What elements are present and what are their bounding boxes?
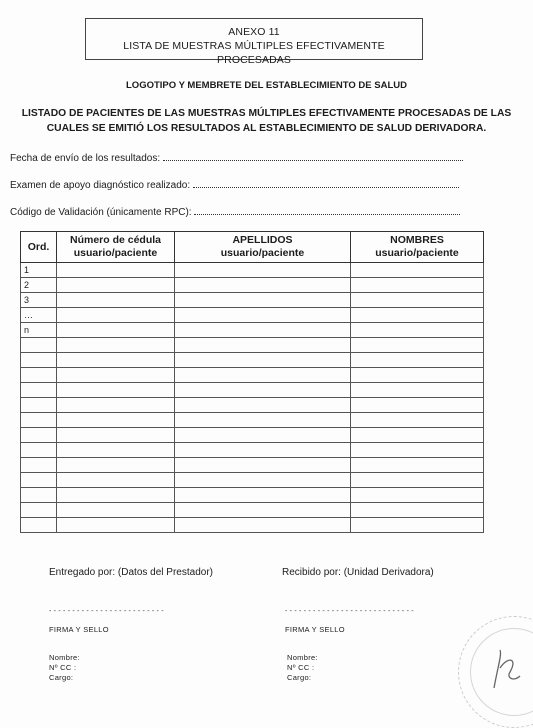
table-row xyxy=(21,413,484,428)
cell-ord xyxy=(21,488,57,503)
field-exam xyxy=(10,179,459,191)
annex-title: LISTA DE MUESTRAS MÚLTIPLES EFECTIVAMENTE PROCESADAS xyxy=(123,40,385,66)
received-by-label: Recibido por: (Unidad Derivadora) xyxy=(282,567,434,578)
cell-nombres[interactable] xyxy=(351,293,484,308)
field-validation-code xyxy=(10,206,460,218)
patients-table xyxy=(20,231,484,533)
cell-apellidos[interactable] xyxy=(175,353,351,368)
cell-cedula[interactable] xyxy=(57,518,175,533)
received-nombre: Nombre: xyxy=(287,653,318,662)
field-results-date-label: Fecha de envío de los resultados: xyxy=(10,153,161,164)
cell-apellidos[interactable] xyxy=(175,323,351,338)
table-row xyxy=(21,353,484,368)
cell-apellidos[interactable] xyxy=(175,368,351,383)
cell-cedula[interactable] xyxy=(57,473,175,488)
cell-apellidos[interactable] xyxy=(175,278,351,293)
cell-ord: 1 xyxy=(21,263,57,278)
table-row xyxy=(21,338,484,353)
cell-nombres[interactable] xyxy=(351,458,484,473)
cell-ord xyxy=(21,383,57,398)
cell-cedula[interactable] xyxy=(57,413,175,428)
document-subtitle xyxy=(20,106,513,136)
cell-ord xyxy=(21,443,57,458)
cell-cedula[interactable] xyxy=(57,383,175,398)
cell-apellidos[interactable] xyxy=(175,428,351,443)
cell-apellidos[interactable] xyxy=(175,338,351,353)
cell-ord xyxy=(21,368,57,383)
table-row xyxy=(21,368,484,383)
received-cargo: Cargo: xyxy=(287,673,312,682)
table-row xyxy=(21,383,484,398)
delivered-nombre: Nombre: xyxy=(49,653,80,662)
table-body xyxy=(21,263,484,533)
cell-nombres[interactable] xyxy=(351,323,484,338)
field-validation-code-label: Código de Validación (únicamente RPC): xyxy=(10,207,192,218)
table-row xyxy=(21,308,484,323)
cell-cedula[interactable] xyxy=(57,263,175,278)
cell-ord: … xyxy=(21,308,57,323)
received-cc: Nº CC : xyxy=(287,663,315,672)
cell-cedula[interactable] xyxy=(57,398,175,413)
subtitle-line-1: LISTADO DE PACIENTES DE LAS MUESTRAS MÚLTIPLES EFECTIVAMENTE PROCESADAS DE LAS xyxy=(21,108,512,119)
cell-nombres[interactable] xyxy=(351,263,484,278)
cell-apellidos[interactable] xyxy=(175,473,351,488)
cell-apellidos[interactable] xyxy=(175,308,351,323)
col-header-apellidos: APELLIDOS usuario/paciente xyxy=(175,232,351,263)
cell-ord xyxy=(21,473,57,488)
table-row xyxy=(21,323,484,338)
cell-ord xyxy=(21,428,57,443)
cell-cedula[interactable] xyxy=(57,323,175,338)
annex-number: ANEXO 11 xyxy=(228,26,280,38)
cell-nombres[interactable] xyxy=(351,353,484,368)
cell-apellidos[interactable] xyxy=(175,263,351,278)
cell-cedula[interactable] xyxy=(57,443,175,458)
table-row xyxy=(21,398,484,413)
received-details xyxy=(287,653,318,683)
cell-nombres[interactable] xyxy=(351,398,484,413)
cell-apellidos[interactable] xyxy=(175,488,351,503)
cell-nombres[interactable] xyxy=(351,443,484,458)
cell-ord xyxy=(21,398,57,413)
table-row xyxy=(21,263,484,278)
cell-ord: n xyxy=(21,323,57,338)
cell-ord: 2 xyxy=(21,278,57,293)
cell-apellidos[interactable] xyxy=(175,443,351,458)
received-sign-label: FIRMA Y SELLO xyxy=(285,625,345,634)
annex-header-box xyxy=(85,18,423,66)
cell-cedula[interactable] xyxy=(57,293,175,308)
table-row xyxy=(21,518,484,533)
logo-letterhead-line: LOGOTIPO Y MEMBRETE DEL ESTABLECIMIENTO DE SALUD xyxy=(126,80,407,91)
table-row xyxy=(21,503,484,518)
cell-nombres[interactable] xyxy=(351,473,484,488)
table-row xyxy=(21,428,484,443)
cell-cedula[interactable] xyxy=(57,338,175,353)
cell-apellidos[interactable] xyxy=(175,503,351,518)
cell-nombres[interactable] xyxy=(351,308,484,323)
delivered-by-label: Entregado por: (Datos del Prestador) xyxy=(49,567,213,578)
table-header-row xyxy=(21,232,484,263)
cell-cedula[interactable] xyxy=(57,368,175,383)
cell-ord xyxy=(21,338,57,353)
table-row xyxy=(21,293,484,308)
cell-apellidos[interactable] xyxy=(175,398,351,413)
cell-cedula[interactable] xyxy=(57,353,175,368)
delivered-cc: Nº CC : xyxy=(49,663,77,672)
cell-apellidos[interactable] xyxy=(175,293,351,308)
cell-cedula[interactable] xyxy=(57,428,175,443)
table-row xyxy=(21,443,484,458)
cell-cedula[interactable] xyxy=(57,503,175,518)
field-exam-blank[interactable] xyxy=(193,179,459,188)
field-results-date xyxy=(10,152,463,164)
table-row xyxy=(21,488,484,503)
cell-cedula[interactable] xyxy=(57,308,175,323)
cell-cedula[interactable] xyxy=(57,278,175,293)
cell-apellidos[interactable] xyxy=(175,383,351,398)
subtitle-line-2: CUALES SE EMITIÓ LOS RESULTADOS AL ESTABLECIMIENTO DE SALUD DERIVADORA. xyxy=(46,123,487,134)
received-signature-line[interactable]: - - - - - - - - - - - - - - - - - - - - - - - - - - - - xyxy=(285,608,414,615)
delivered-signature-line[interactable]: - - - - - - - - - - - - - - - - - - - - - - - - - xyxy=(49,608,164,615)
cell-nombres[interactable] xyxy=(351,488,484,503)
cell-cedula[interactable] xyxy=(57,488,175,503)
cell-apellidos[interactable] xyxy=(175,518,351,533)
field-results-date-blank[interactable] xyxy=(163,152,463,161)
col-header-ord: Ord. xyxy=(21,232,57,263)
delivered-sign-label: FIRMA Y SELLO xyxy=(49,625,109,634)
col-header-nombres: NOMBRES usuario/paciente xyxy=(351,232,484,263)
cell-nombres[interactable] xyxy=(351,383,484,398)
cell-nombres[interactable] xyxy=(351,413,484,428)
delivered-details xyxy=(49,653,80,683)
table-row xyxy=(21,278,484,293)
cell-nombres[interactable] xyxy=(351,368,484,383)
cell-nombres[interactable] xyxy=(351,338,484,353)
field-exam-label: Examen de apoyo diagnóstico realizado: xyxy=(10,180,191,191)
cell-ord xyxy=(21,458,57,473)
table-row xyxy=(21,458,484,473)
cell-ord xyxy=(21,353,57,368)
cell-cedula[interactable] xyxy=(57,458,175,473)
col-header-cedula: Número de cédula usuario/paciente xyxy=(57,232,175,263)
cell-nombres[interactable] xyxy=(351,428,484,443)
delivered-cargo: Cargo: xyxy=(49,673,74,682)
field-validation-code-blank[interactable] xyxy=(194,206,460,215)
cell-nombres[interactable] xyxy=(351,518,484,533)
cell-apellidos[interactable] xyxy=(175,413,351,428)
cell-apellidos[interactable] xyxy=(175,458,351,473)
cell-nombres[interactable] xyxy=(351,503,484,518)
table-row xyxy=(21,473,484,488)
cell-nombres[interactable] xyxy=(351,278,484,293)
cell-ord xyxy=(21,518,57,533)
cell-ord: 3 xyxy=(21,293,57,308)
cell-ord xyxy=(21,503,57,518)
signature-mark-icon xyxy=(488,646,528,691)
cell-ord xyxy=(21,413,57,428)
